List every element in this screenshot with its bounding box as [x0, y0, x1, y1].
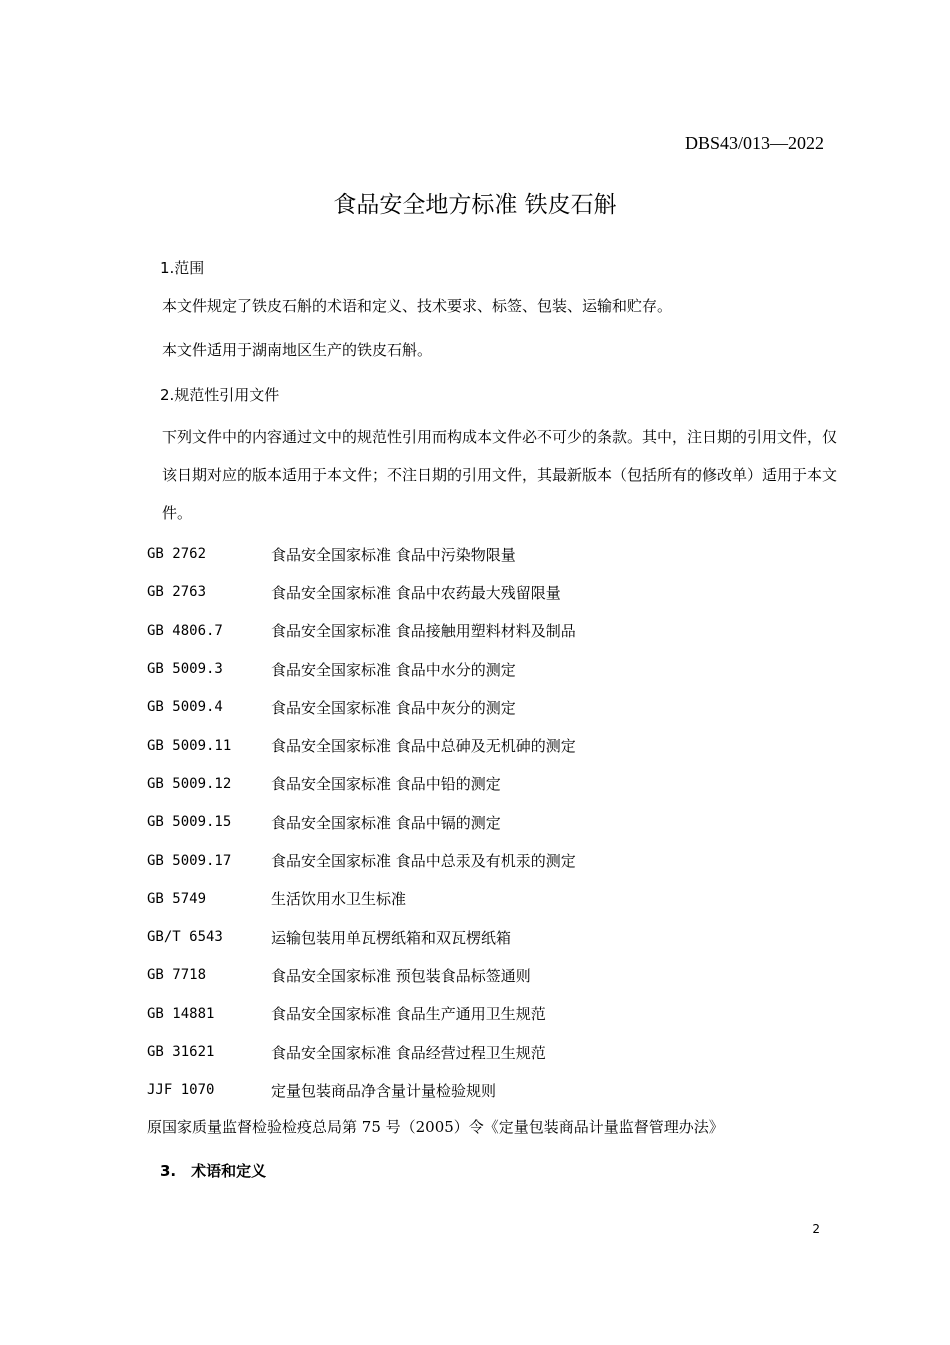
reference-code: GB/T 6543: [147, 929, 223, 946]
reference-title: 食品安全国家标准 食品中水分的测定: [271, 660, 516, 679]
reference-code: GB 14881: [147, 1005, 215, 1022]
reference-item: [147, 765, 576, 803]
reference-code: GB 5009.3: [147, 661, 223, 678]
reference-list: [147, 535, 576, 1109]
reference-title: 定量包装商品净含量计量检验规则: [271, 1081, 497, 1100]
reference-item: [147, 956, 576, 994]
reference-item: [147, 726, 576, 764]
reference-title: 食品安全国家标准 食品经营过程卫生规范: [271, 1043, 546, 1062]
section-heading-references: 2.规范性引用文件: [160, 386, 280, 404]
reference-item: [147, 573, 576, 611]
reference-code: GB 4806.7: [147, 622, 223, 639]
reference-title: 食品安全国家标准 食品中污染物限量: [271, 545, 516, 564]
reference-code: GB 5749: [147, 890, 207, 907]
reference-title: 食品安全国家标准 食品中农药最大残留限量: [271, 583, 561, 602]
reference-item: [147, 841, 576, 879]
references-intro-paragraph: 下列文件中的内容通过文中的规范性引用而构成本文件必不可少的条款。其中，注日期的引用文件，仅该日期对应的版本适用于本文件；不注日期的引用文件，其最新版本（包括所有的修改单）适用于本文件。: [162, 428, 838, 522]
reference-item: [147, 995, 576, 1033]
reference-item: [147, 880, 576, 918]
reference-title: 食品安全国家标准 食品中灰分的测定: [271, 698, 516, 717]
reference-title: 食品安全国家标准 食品中总汞及有机汞的测定: [271, 852, 576, 871]
reference-title: 食品安全国家标准 食品生产通用卫生规范: [271, 1005, 546, 1024]
reference-code: GB 7718: [147, 967, 207, 984]
reference-note: 原国家质量监督检验检疫总局第 75 号（2005）令《定量包装商品计量监督管理办法》: [147, 1118, 724, 1136]
reference-code: GB 5009.11: [147, 737, 232, 754]
reference-title: 食品安全国家标准 食品中铅的测定: [271, 775, 501, 794]
reference-item: [147, 1071, 576, 1109]
reference-code: GB 2763: [147, 584, 207, 601]
scope-paragraph-1: 本文件规定了铁皮石斛的术语和定义、技术要求、标签、包装、运输和贮存。: [162, 297, 673, 315]
reference-code: JJF 1070: [147, 1082, 215, 1099]
section-heading-terms: 3. 术语和定义: [160, 1162, 267, 1180]
reference-code: GB 2762: [147, 546, 207, 563]
reference-code: GB 5009.15: [147, 814, 232, 831]
reference-title: 食品安全国家标准 食品中总砷及无机砷的测定: [271, 737, 576, 756]
reference-item: [147, 650, 576, 688]
reference-title: 食品安全国家标准 食品接触用塑料材料及制品: [271, 622, 576, 641]
document-title: 食品安全地方标准 铁皮石斛: [333, 192, 617, 218]
page-number: 2: [812, 1222, 820, 1236]
reference-code: GB 5009.12: [147, 775, 232, 792]
reference-title: 食品安全国家标准 预包装食品标签通则: [271, 966, 531, 985]
reference-item: [147, 918, 576, 956]
reference-item: [147, 803, 576, 841]
section-heading-scope: 1.范围: [160, 259, 205, 277]
reference-item: [147, 1033, 576, 1071]
document-code: DBS43/013—2022: [684, 133, 824, 153]
reference-title: 运输包装用单瓦楞纸箱和双瓦楞纸箱: [271, 928, 512, 947]
reference-item: [147, 535, 576, 573]
reference-title: 食品安全国家标准 食品中镉的测定: [271, 813, 501, 832]
reference-item: [147, 612, 576, 650]
reference-code: GB 31621: [147, 1044, 215, 1060]
scope-paragraph-2: 本文件适用于湖南地区生产的铁皮石斛。: [162, 341, 433, 359]
reference-code: GB 5009.4: [147, 699, 223, 716]
reference-code: GB 5009.17: [147, 852, 232, 869]
reference-item: [147, 688, 576, 726]
reference-title: 生活饮用水卫生标准: [271, 890, 407, 909]
